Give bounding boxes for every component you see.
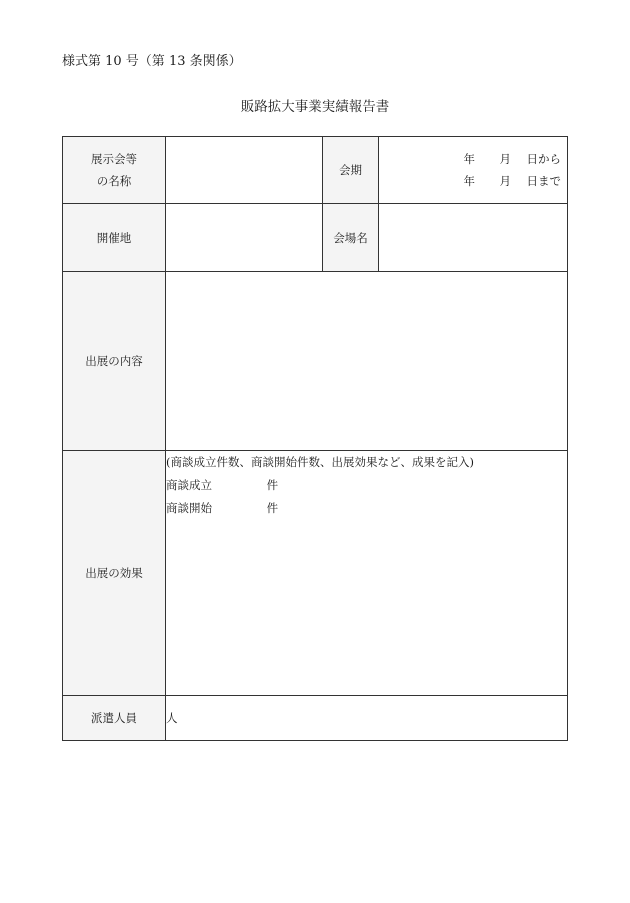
venue-name-label: 会場名 (323, 204, 379, 272)
row-effect (63, 451, 568, 696)
effect-instruction: (商談成立件数、商談開始件数、出展効果など、成果を記入) (166, 455, 474, 469)
deals-started-label: 商談開始 (166, 501, 212, 515)
period-to-year: 年 (463, 174, 475, 188)
effect-label: 出展の効果 (63, 451, 166, 696)
period-to-day: 日まで (526, 174, 561, 188)
venue-city-label: 開催地 (63, 204, 166, 272)
period-from-day: 日から (526, 152, 561, 166)
staff-label: 派遣人員 (63, 696, 166, 741)
period-from-month: 月 (499, 152, 511, 166)
row-content (63, 272, 568, 451)
period-field[interactable] (379, 137, 568, 204)
exhibition-name-label-line2: の名称 (96, 174, 132, 188)
venue-name-field[interactable] (379, 204, 568, 272)
exhibition-name-label (63, 137, 166, 204)
staff-field[interactable] (166, 696, 568, 741)
period-from-year: 年 (463, 152, 475, 166)
form-number: 様式第 10 号（第 13 条関係） (62, 54, 242, 69)
row-venue (63, 204, 568, 272)
content-label: 出展の内容 (63, 272, 166, 451)
deals-started-row (166, 497, 567, 520)
period-to-line (379, 170, 567, 192)
row-exhibition (63, 137, 568, 204)
exhibition-name-label-line1: 展示会等 (91, 152, 137, 166)
content-field[interactable] (166, 272, 568, 451)
period-label: 会期 (323, 137, 379, 204)
deals-closed-unit: 件 (266, 478, 279, 492)
document-title: 販路拡大事業実績報告書 (240, 99, 390, 115)
effect-field[interactable] (166, 451, 568, 696)
staff-unit: 人 (166, 711, 178, 725)
deals-closed-row (166, 474, 567, 497)
report-table (62, 136, 568, 741)
deals-closed-label: 商談成立 (166, 478, 212, 492)
venue-city-field[interactable] (166, 204, 323, 272)
row-staff (63, 696, 568, 741)
period-from-line (379, 148, 567, 170)
deals-started-unit: 件 (266, 501, 279, 515)
exhibition-name-field[interactable] (166, 137, 323, 204)
period-to-month: 月 (499, 174, 511, 188)
